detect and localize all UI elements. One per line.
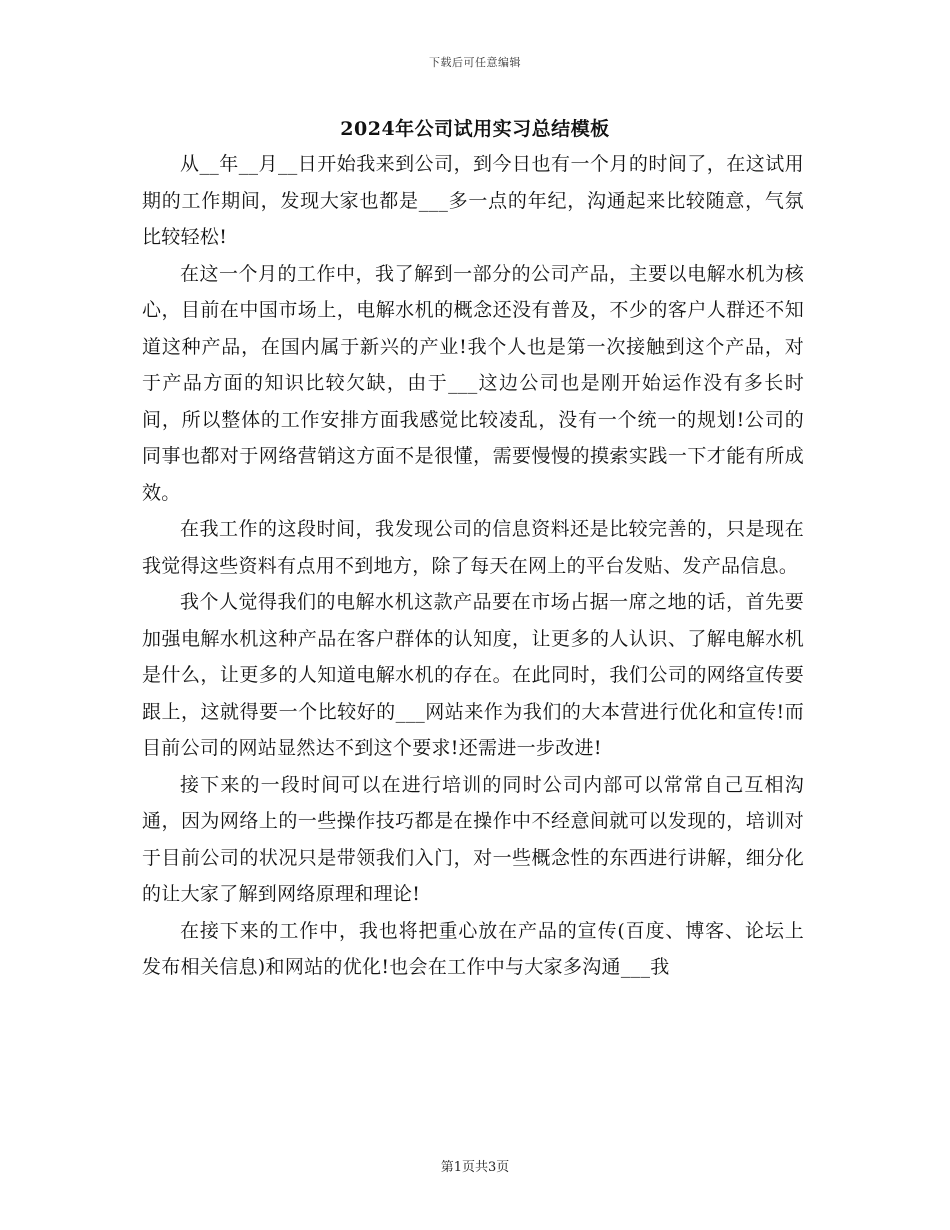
paragraph-1: 从__年__月__日开始我来到公司，到今日也有一个月的时间了，在这试用期的工作期间，发现大家也都是___多一点的年纪，沟通起来比较随意，气氛比较轻松! bbox=[142, 153, 804, 248]
paragraph-3: 在我工作的这段时间，我发现公司的信息资料还是比较完善的，只是现在我觉得这些资料有点用不到地方，除了每天在网上的平台发贴、发产品信息。 bbox=[142, 518, 804, 577]
paragraph-5: 接下来的一段时间可以在进行培训的同时公司内部可以常常自己互相沟通，因为网络上的一些操作技巧都是在操作中不经意间就可以发现的，培训对于目前公司的状况只是带领我们入门，对一些概念性的东西进行讲解，细分化的让大家了解到网络原理和理论! bbox=[142, 773, 804, 905]
header-note: 下载后可任意编辑 bbox=[429, 56, 521, 69]
paragraph-6: 在接下来的工作中，我也将把重心放在产品的宣传(百度、博客、论坛上发布相关信息)和网站的优化!也会在工作中与大家多沟通___我 bbox=[142, 919, 804, 978]
document-body bbox=[142, 146, 804, 986]
page-indicator: 第1页共3页 bbox=[440, 1160, 510, 1175]
paragraph-2: 在这一个月的工作中，我了解到一部分的公司产品，主要以电解水机为核心，目前在中国市场上，电解水机的概念还没有普及，不少的客户人群还不知道这种产品，在国内属于新兴的产业!我个人也是第一次接触到这个产品，对于产品方面的知识比较欠缺，由于___这边公司也是刚开始运作没有多长时间，所以整体的工作安排方面我感觉比较凌乱，没有一个统一的规划!公司的同事也都对于网络营销这方面不是很懂，需要慢慢的摸索实践一下才能有所成效。 bbox=[142, 262, 804, 504]
document-title: 2024年公司试用实习总结模板 bbox=[340, 118, 610, 140]
paragraph-4: 我个人觉得我们的电解水机这款产品要在市场占据一席之地的话，首先要加强电解水机这种产品在客户群体的认知度，让更多的人认识、了解电解水机是什么，让更多的人知道电解水机的存在。在此同时，我们公司的网络宣传要跟上，这就得要一个比较好的___网站来作为我们的大本营进行优化和宣传!而目前公司的网站显然达不到这个要求!还需进一步改进! bbox=[142, 591, 804, 759]
